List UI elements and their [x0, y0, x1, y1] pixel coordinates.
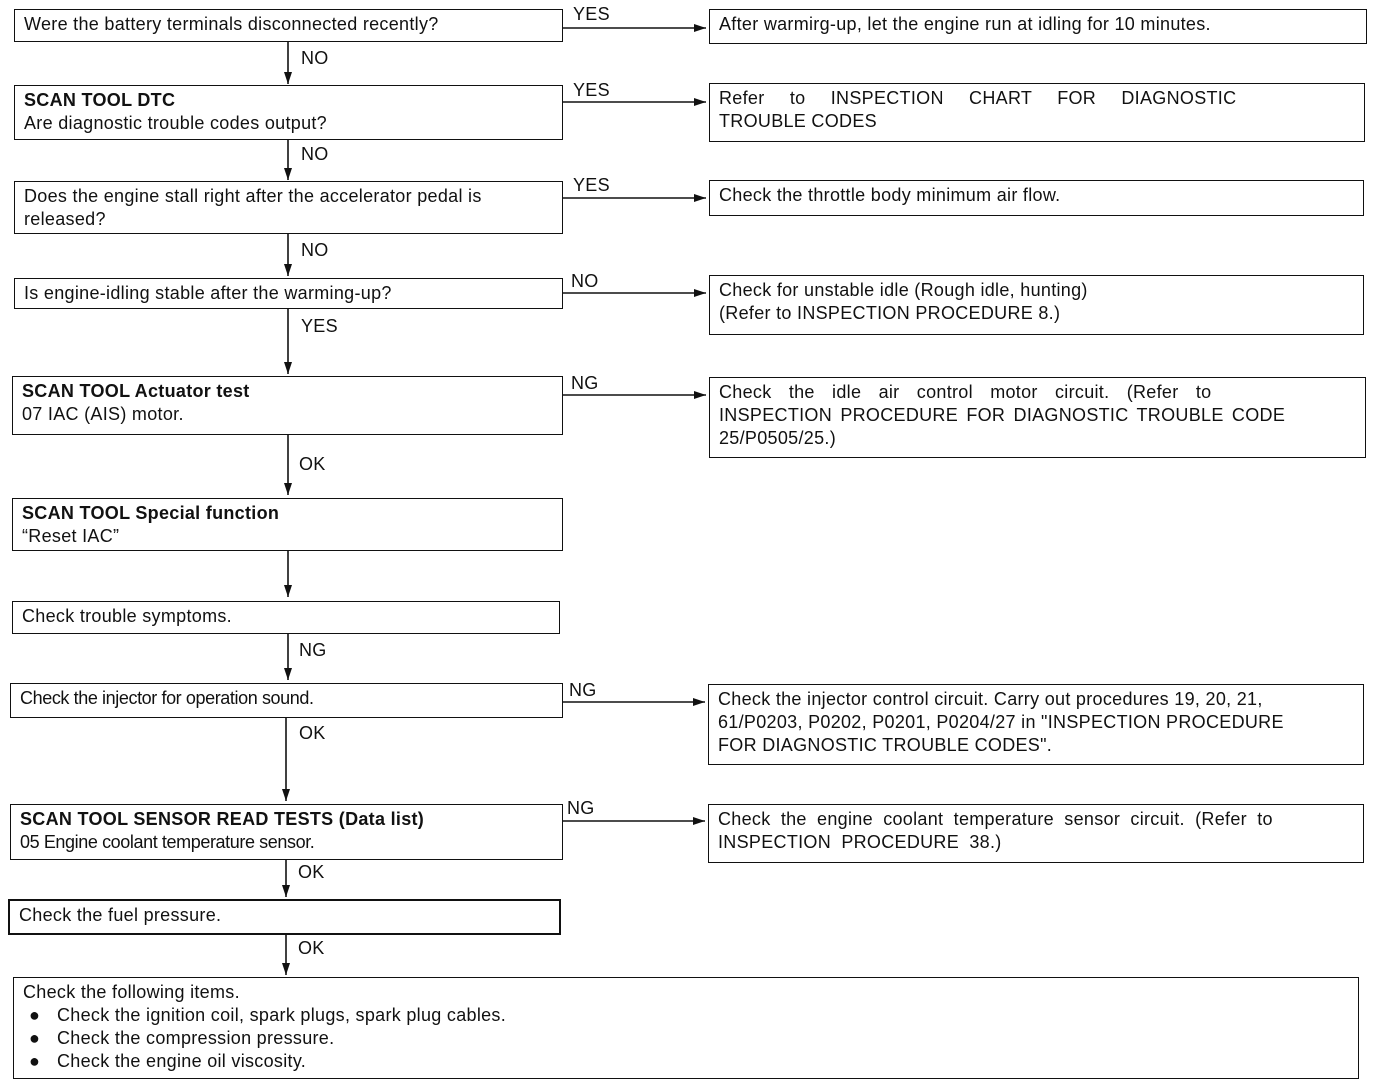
label-q5-ok: OK: [299, 454, 326, 474]
label-q10-ok: OK: [298, 938, 325, 958]
step-check-fuel-pressure: Check the fuel pressure.: [8, 899, 561, 935]
label-q9-ng: NG: [567, 798, 595, 818]
label-q4-yes: YES: [301, 316, 338, 336]
label-q4-no: NO: [571, 271, 599, 291]
result-warm-up-idle: After warmirg-up, let the engine run at idling for 10 minutes.: [709, 9, 1367, 44]
result-injector-circuit: Check the injector control circuit. Carry out procedures 19, 20, 21, 61/P0203, P0202, P0201, P0204/27 in "INSPECTION PROCEDURE FOR DIAGNOSTIC TROUBLE CODES".: [708, 684, 1364, 765]
final-check-items: [13, 977, 1359, 1079]
step-special-function: SCAN TOOL Special function “Reset IAC”: [12, 498, 563, 551]
step-check-trouble-symptoms: Check trouble symptoms.: [12, 601, 560, 634]
label-q9-ok: OK: [298, 862, 325, 882]
label-q2-yes: YES: [573, 80, 610, 100]
label-q3-no: NO: [301, 240, 329, 260]
result-throttle-body: Check the throttle body minimum air flow.: [709, 180, 1364, 216]
list-item: ● Check the ignition coil, spark plugs, spark plug cables.: [29, 1005, 507, 1025]
question-actuator-test: SCAN TOOL Actuator test 07 IAC (AIS) motor.: [12, 376, 563, 435]
list-item: ● Check the engine oil viscosity.: [29, 1051, 307, 1071]
result-iac-motor-circuit: Check the idle air control motor circuit. (Refer to INSPECTION PROCEDURE FOR DIAGNOSTIC TROUBLE CODE 25/P0505/25.): [709, 377, 1366, 458]
question-scan-tool-dtc: SCAN TOOL DTC Are diagnostic trouble codes output?: [14, 85, 563, 140]
bullet-icon: ●: [29, 1005, 41, 1025]
list-item: ● Check the compression pressure.: [29, 1028, 335, 1048]
label-q2-no: NO: [301, 144, 329, 164]
label-q1-no: NO: [301, 48, 329, 68]
final-heading: Check the following items.: [23, 982, 240, 1002]
label-q1-yes: YES: [573, 4, 610, 24]
final-item-list: [23, 1004, 1349, 1073]
label-q8-ok: OK: [299, 723, 326, 743]
label-q3-yes: YES: [573, 175, 610, 195]
question-engine-stall: Does the engine stall right after the accelerator pedal is released?: [14, 181, 563, 234]
question-idling-stable: Is engine-idling stable after the warming-up?: [14, 278, 563, 309]
result-unstable-idle: Check for unstable idle (Rough idle, hunting) (Refer to INSPECTION PROCEDURE 8.): [709, 275, 1364, 335]
label-q7-ng: NG: [299, 640, 327, 660]
result-refer-dtc-chart: Refer to INSPECTION CHART FOR DIAGNOSTIC TROUBLE CODES: [709, 83, 1365, 142]
label-q5-ng: NG: [571, 373, 599, 393]
label-q8-ng: NG: [569, 680, 597, 700]
bullet-icon: ●: [29, 1028, 41, 1048]
question-battery-disconnected: Were the battery terminals disconnected recently?: [14, 9, 563, 42]
question-sensor-read-tests: SCAN TOOL SENSOR READ TESTS (Data list) 05 Engine coolant temperature sensor.: [10, 804, 563, 860]
question-injector-sound: Check the injector for operation sound.: [10, 683, 563, 718]
result-coolant-sensor-circuit: Check the engine coolant temperature sensor circuit. (Refer to INSPECTION PROCEDURE 38.): [708, 804, 1364, 863]
bullet-icon: ●: [29, 1051, 41, 1071]
